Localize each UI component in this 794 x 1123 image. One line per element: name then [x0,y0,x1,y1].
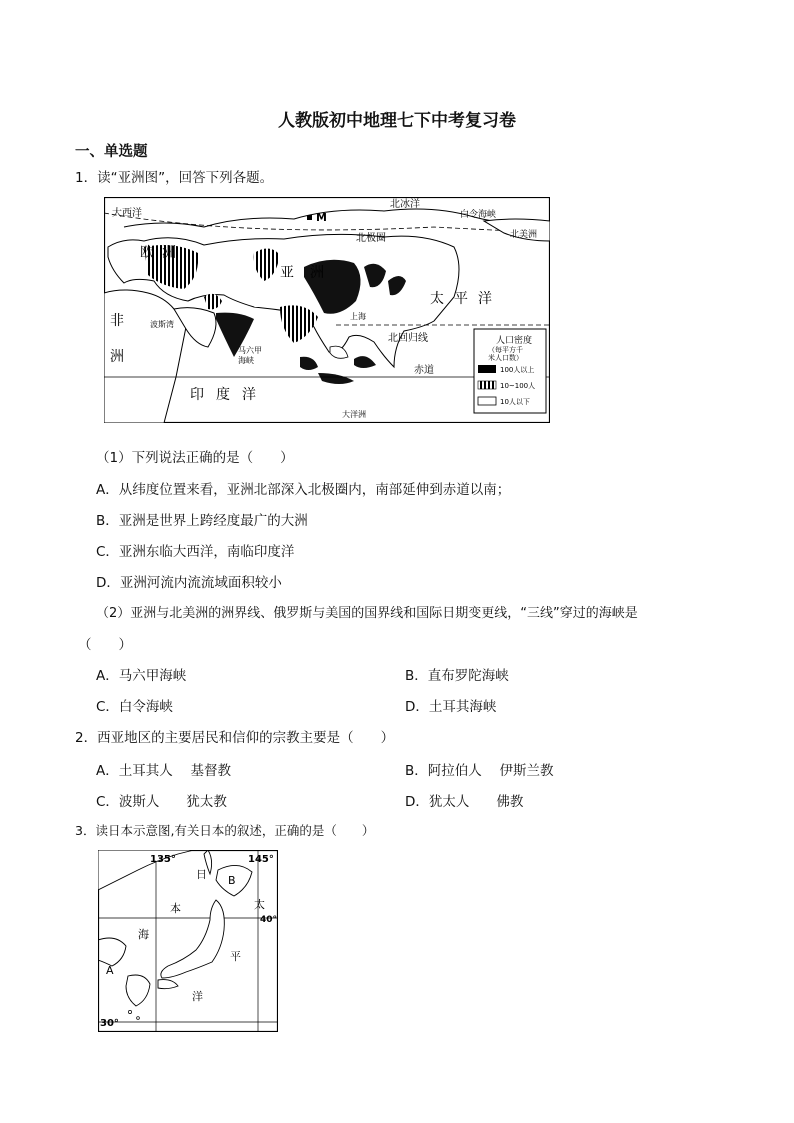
label-ocean-1: 太 [254,898,265,911]
question-2-option-b[interactable]: B．阿拉伯人 伊斯兰教 [405,763,554,779]
question-1-2-option-a[interactable]: A．马六甲海峡 [96,668,187,684]
label-pacific: 太平洋 [430,291,502,307]
label-africa-2: 洲 [110,349,124,365]
asia-population-map [104,197,550,423]
question-1-2-stem-line-1: （2）亚洲与北美洲的洲界线、俄罗斯与美国的国界线和国际日期变更线，“三线”穿过的海峡是 [96,606,638,621]
label-ocean-3: 洋 [192,990,203,1003]
label-malacca-1: 马六甲 [238,346,262,355]
section-heading: 一、单选题 [75,144,148,160]
label-lon-135: 135° [150,854,176,865]
label-europe: 欧洲 [140,245,184,261]
label-bering-strait: 白令海峡 [460,210,497,220]
question-1-1-option-b[interactable]: B．亚洲是世界上跨经度最广的大洲 [96,513,308,529]
label-tropic-of-cancer: 北回归线 [388,333,428,344]
question-2-option-c[interactable]: C．波斯人 犹太教 [96,794,227,810]
label-lon-145: 145° [248,854,274,865]
japan-map [98,850,278,1032]
label-arctic-circle: 北极圈 [356,233,386,244]
label-persian-gulf: 波斯湾 [150,320,174,329]
label-point-b: B [228,874,236,887]
legend-item-high: 100人以上 [500,366,535,374]
legend-subtitle-1: （每平方千 [488,346,523,354]
label-asia: 亚洲 [280,265,340,281]
question-1-1-option-a[interactable]: A．从纬度位置来看，亚洲北部深入北极圈内，南部延伸到赤道以南； [96,482,511,498]
legend-item-medium: 10~100人 [500,382,536,390]
legend-item-low: 10人以下 [500,398,530,406]
label-sea-2: 本 [170,902,181,915]
label-arctic-ocean: 北冰洋 [390,199,420,210]
population-legend [474,329,546,413]
question-1-1-option-d[interactable]: D．亚洲河流内流流域面积较小 [96,575,282,591]
question-1-stem: 1．读“亚洲图”，回答下列各题。 [75,170,274,186]
question-2-option-a[interactable]: A．土耳其人 基督教 [96,763,232,779]
label-ocean-2: 平 [230,950,241,963]
page-title: 人教版初中地理七下中考复习卷 [278,111,516,131]
question-1-2-option-c[interactable]: C．白令海峡 [96,699,173,715]
label-equator: 赤道 [414,365,434,376]
legend-subtitle-2: 米人口数） [488,354,523,362]
label-lat-30: 30° [100,1018,119,1029]
label-point-m: M [316,211,327,224]
question-3-stem: 3．读日本示意图,有关日本的叙述，正确的是（ ） [75,823,375,838]
question-2-stem: 2．西亚地区的主要居民和信仰的宗教主要是（ ） [75,730,395,746]
question-1-2-stem-line-2: （ ） [78,637,132,653]
label-sea-1: 日 [196,868,207,881]
question-1-2-option-d[interactable]: D．土耳其海峡 [405,699,497,715]
label-point-a: A [106,964,114,977]
label-oceania: 大洋洲 [342,410,366,419]
label-north-america: 北美洲 [510,230,538,240]
label-shanghai: 上海 [350,312,366,321]
label-africa-1: 非 [110,313,124,329]
label-indian-ocean: 印度洋 [190,387,268,403]
question-1-1-stem: （1）下列说法正确的是（ ） [96,450,294,466]
question-2-option-d[interactable]: D．犹太人 佛教 [405,794,524,810]
label-malacca-2: 海峡 [238,356,254,365]
legend-title: 人口密度 [496,336,533,346]
label-atlantic: 大西洋 [112,208,142,219]
label-sea-3: 海 [138,928,149,941]
question-1-2-option-b[interactable]: B．直布罗陀海峡 [405,668,509,684]
question-1-1-option-c[interactable]: C．亚洲东临大西洋，南临印度洋 [96,544,295,560]
label-lat-40: 40° [260,915,278,925]
